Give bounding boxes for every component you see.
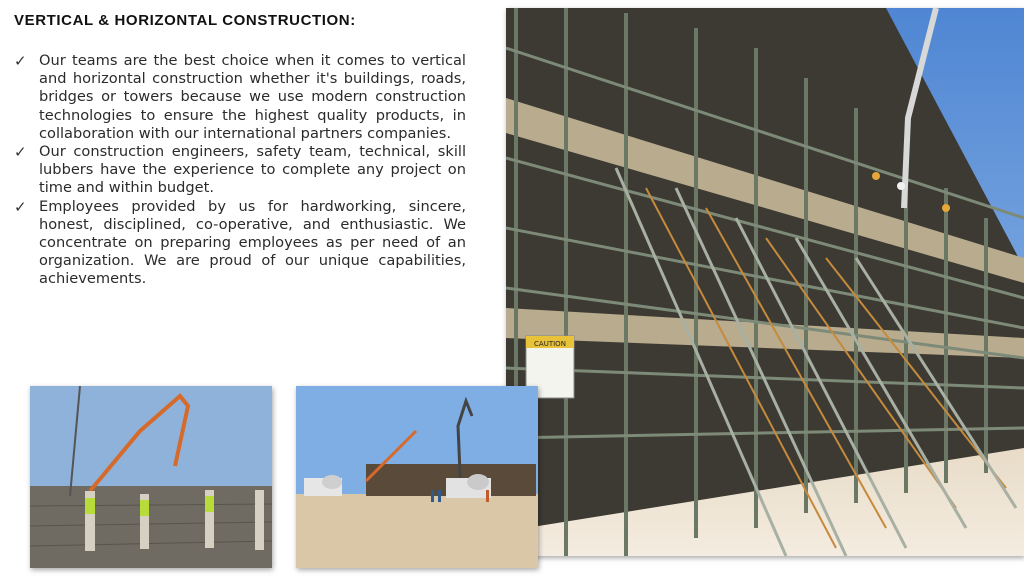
bullet-text: Our construction engineers, safety team, technical, skill lubbers have the experience to complete any project on time and within budget. <box>39 143 466 197</box>
checkmark-icon: ✓ <box>14 143 27 162</box>
page-title: VERTICAL & HORIZONTAL CONSTRUCTION: <box>14 12 356 29</box>
caution-sign-text: CAUTION <box>534 340 566 348</box>
checkmark-icon: ✓ <box>14 197 27 216</box>
list-item <box>14 143 466 198</box>
concrete-pour-photo <box>30 386 272 568</box>
scaffolding-photo <box>506 8 1024 556</box>
construction-site-photo <box>296 386 538 568</box>
list-item <box>14 198 466 289</box>
bullet-list <box>14 52 466 289</box>
bullet-text: Our teams are the best choice when it comes to vertical and horizontal construction whether it's buildings, roads, bridges or towers because we use modern construction technologies to ensure the highest quality products, in collaboration with our international partners companies. <box>39 52 466 142</box>
bullet-text: Employees provided by us for hardworking, sincere, honest, disciplined, co-operative, and enthusiastic. We concentrate on preparing employees as per need of an organization. We are proud of our unique capabilities, achievements. <box>39 197 466 288</box>
list-item <box>14 52 466 143</box>
checkmark-icon: ✓ <box>14 52 27 70</box>
